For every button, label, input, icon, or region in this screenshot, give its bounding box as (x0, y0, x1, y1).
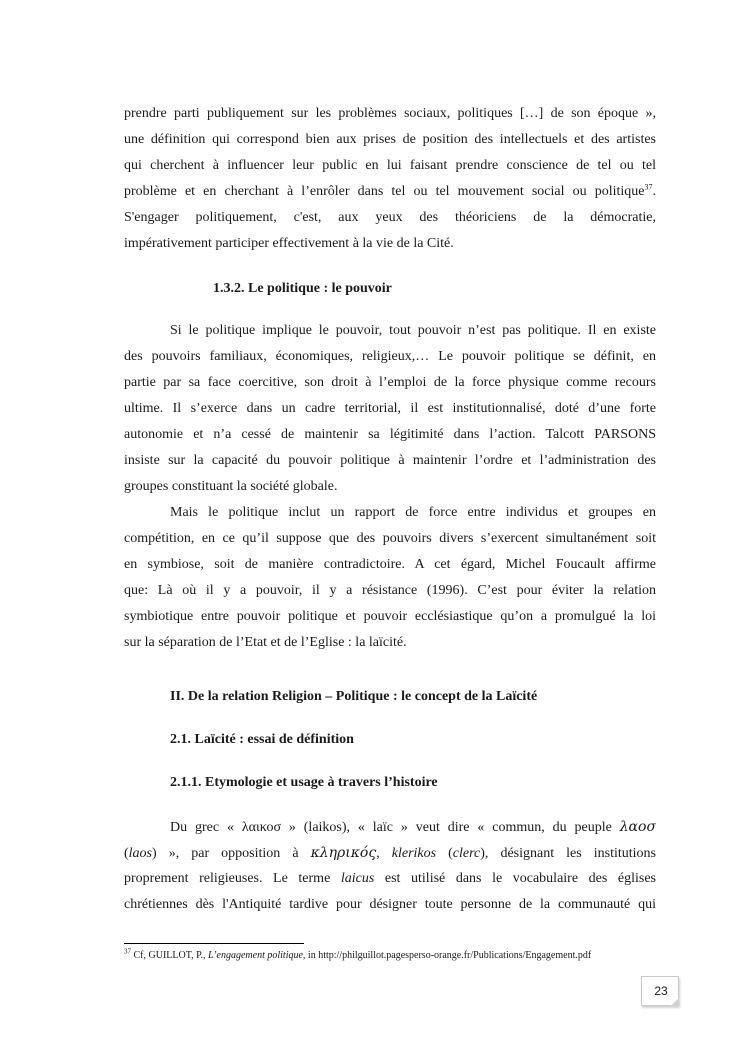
footnote-text: Cf, GUILLOT, P., (131, 950, 209, 961)
paragraph-engagement (124, 101, 656, 257)
text-line: compétition, en ce qu’il suppose que des pouvoirs divers s’exercent simultanément soit (124, 531, 656, 546)
greek-word: κληρικός (310, 845, 377, 861)
text-line: ultime. Il s’exerce dans un cadre territorial, il est institutionnalisé, doté d’une forte (124, 401, 656, 416)
italic-term: clerc (452, 846, 481, 861)
text-line: impérativement participer effectivement à la vie de la Cité. (124, 236, 454, 251)
text-segment: . (652, 184, 656, 199)
footnote-separator (124, 943, 304, 944)
paragraph-etymologie (124, 814, 656, 918)
text-line: partie par sa face coercitive, son droit à l’emploi de la force physique comme recours (124, 375, 656, 390)
footnote (124, 947, 592, 961)
text-line: en symbiose, soit de manière contradictoire. A cet égard, Michel Foucault affirme (124, 557, 656, 572)
text-line: prendre parti publiquement sur les problèmes sociaux, politiques […] de son époque », (124, 106, 656, 121)
italic-term: laicus (340, 871, 375, 886)
text-line: S'engager politiquement, c'est, aux yeux des théoriciens de la démocratie, (124, 210, 656, 225)
text-segment: ), désignant les institutions (480, 846, 656, 861)
text-line: symbiotique entre pouvoir politique et pouvoir ecclésiastique qu’on a promulgué la loi (124, 609, 656, 624)
text-line: Si le politique implique le pouvoir, tout pouvoir n’est pas politique. Il en existe (170, 323, 656, 338)
section-heading-2-1-1: 2.1.1. Etymologie et usage à travers l’histoire (170, 775, 438, 790)
footnote-title: L’engagement politique, (208, 950, 306, 961)
paragraph-pouvoir (124, 318, 656, 500)
italic-term: klerikos (391, 846, 437, 861)
text-line: une définition qui correspond bien aux prises de position des intellectuels et des artistes (124, 132, 656, 147)
section-heading-1-3-2: 1.3.2. Le politique : le pouvoir (213, 281, 392, 296)
footnote-number: 37 (124, 947, 131, 956)
text-line: Mais le politique inclut un rapport de force entre individus et groupes en (170, 505, 656, 520)
text-line: chrétiennes dès l'Antiquité tardive pour désigner toute personne de la communauté qui (124, 897, 656, 912)
text-line: des pouvoirs familiaux, économiques, religieux,… Le pouvoir politique se définit, en (124, 349, 656, 364)
text-segment: proprement religieuses. Le terme (124, 871, 341, 886)
page-number: 23 (654, 984, 668, 998)
italic-term: laos (128, 846, 153, 861)
section-heading-II: II. De la relation Religion – Politique : le concept de la Laïcité (170, 689, 538, 704)
text-line: que: Là où il y a pouvoir, il y a résistance (1996). C’est pour éviter la relation (124, 583, 656, 598)
text-line: insiste sur la capacité du pouvoir politique à maintenir l’ordre et l’administration des (124, 453, 656, 468)
text-segment: problème et en cherchant à l’enrôler dans tel ou tel mouvement social ou politique (124, 184, 645, 199)
footnote-url[interactable]: in http://philguillot.pagesperso-orange.fr/Publications/Engagement.pdf (305, 950, 592, 961)
text-line (124, 814, 656, 840)
text-segment: ( (436, 846, 453, 861)
text-line-with-footnote (124, 179, 656, 205)
footnote-reference[interactable]: 37 (644, 182, 653, 192)
text-line: autonomie et n’a cessé de maintenir sa légitimité dans l’action. Talcott PARSONS (124, 427, 656, 442)
page-number-box (641, 976, 679, 1006)
text-segment: est utilisé dans le vocabulaire des églises (374, 871, 656, 886)
text-line (124, 840, 656, 866)
section-heading-2-1: 2.1. Laïcité : essai de définition (170, 732, 354, 747)
text-line: qui cherchent à influencer leur public en lui faisant prendre conscience de tel ou tel (124, 158, 656, 173)
greek-word: λαοσ (619, 819, 656, 835)
text-segment: ( (124, 846, 129, 861)
text-line (124, 866, 656, 892)
text-line: groupes constituant la société globale. (124, 479, 338, 494)
paragraph-mais (124, 500, 656, 656)
text-segment: Du grec « λαικοσ » (laikos), « laïc » veut dire « commun, du peuple (170, 820, 620, 835)
text-segment: , (376, 846, 392, 861)
text-segment: ) », par opposition à (152, 846, 311, 861)
text-line: sur la séparation de l’Etat et de l’Eglise : la laïcité. (124, 635, 407, 650)
